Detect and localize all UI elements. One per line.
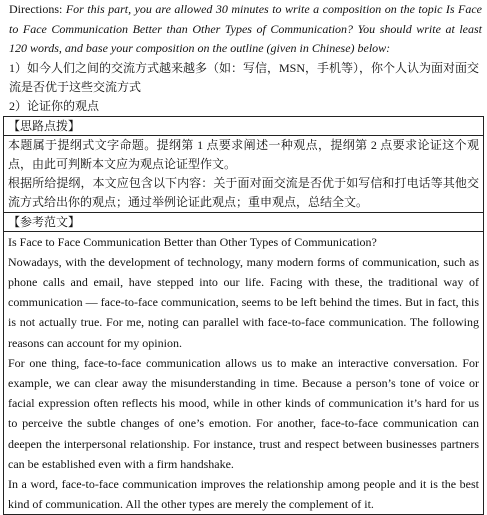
- analysis-paragraph-1: 本题属于提纲式文字命题。提纲第 1 点要求阐述一种观点，提纲第 2 点要求论证这个观点，由此可判断本文应为观点论证型作文。: [8, 136, 479, 174]
- analysis-box: [3, 116, 484, 213]
- directions-lead: Directions:: [9, 2, 62, 16]
- analysis-heading: 【思路点拨】: [4, 117, 483, 136]
- sample-box: [3, 213, 484, 515]
- sample-title: Is Face to Face Communication Better than Other Types of Communication?: [8, 232, 479, 252]
- sample-paragraph-1: Nowadays, with the development of technology, many modern forms of communication, such as phone calls and email, have stepped into our life. Facing with these, the traditional way of communication — face-to-face communication, seems to be left behind the times. But in fact, this is not actually true. For me, noting can parallel with face-to-face communication. The following reasons can account for my opinion.: [8, 252, 479, 353]
- sample-paragraph-2: For one thing, face-to-face communication allows us to make an interactive conversation. For example, we can clear away the misunderstanding in time. Because a person’s tone of voice or facial expression often reflects his mood, while in other kinds of communication it’s hard for us to perceive the subtle changes of one’s emotion. For another, face-to-face communication can deepen the interpersonal relationship. For instance, trust and respect between businesses partners can be established even with a firm handshake.: [8, 353, 479, 474]
- directions-paragraph: [3, 0, 484, 59]
- analysis-paragraph-2: 根据所给提纲，本文应包含以下内容：关于面对面交流是否优于如写信和打电话等其他交流方式给出你的观点；通过举例论证此观点；重申观点，总结全文。: [8, 174, 479, 212]
- directions-body: For this part, you are allowed 30 minutes to write a composition on the topic Is Face to Face Communication Better than Other Types of Communication? You should write at least 120 words, and base your composition on the outline (given in Chinese) below:: [9, 2, 482, 55]
- sample-heading: 【参考范文】: [4, 213, 483, 232]
- sample-paragraph-3: In a word, face-to-face communication improves the relationship among people and it is the best kind of communication. All the other types are merely the complement of it.: [8, 474, 479, 514]
- analysis-body: [4, 136, 483, 212]
- sample-body: [4, 232, 483, 515]
- outline-item-1: 1）如今人们之间的交流方式越来越多（如：写信，MSN，手机等），你个人认为面对面交流是否优于这些交流方式: [3, 59, 484, 97]
- outline-item-2: 2）论证你的观点: [3, 97, 484, 116]
